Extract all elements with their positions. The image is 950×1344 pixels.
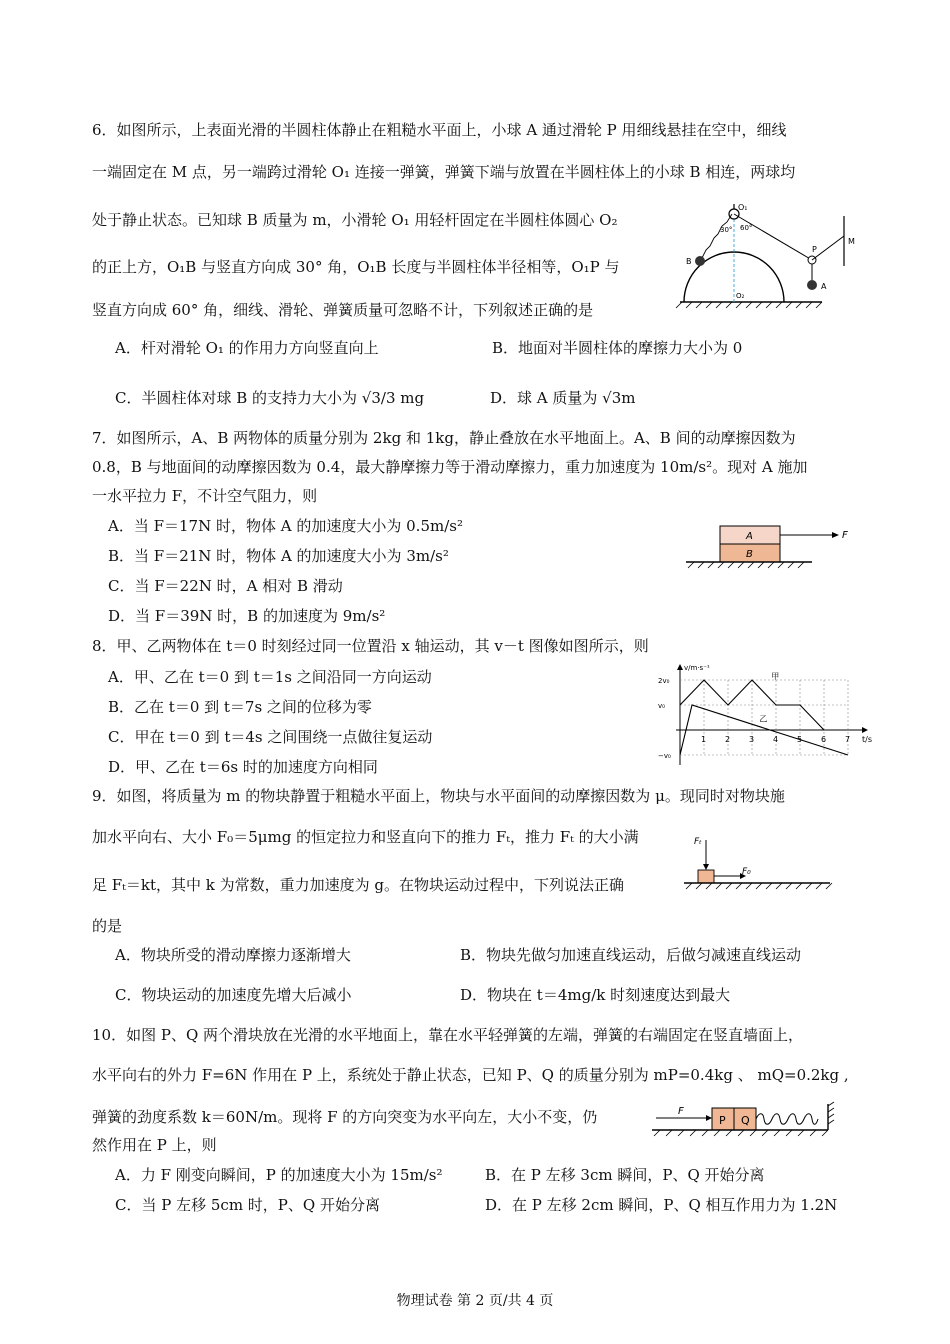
x-tick-label: 7 — [845, 735, 851, 744]
q6-fig-30: 30° — [720, 226, 733, 234]
q7-line-1: 7．如图所示，A、B 两物体的质量分别为 2kg 和 1kg，静止叠放在水平地面上。A、B 间的动摩擦因数为 — [92, 429, 796, 447]
q6-fig-60: 60° — [740, 224, 753, 232]
q9-option-d: D．物块在 t＝4mg/k 时刻速度达到最大 — [460, 986, 731, 1004]
q7-option-c: C．当 F＝22N 时，A 相对 B 滑动 — [108, 577, 343, 595]
q10-line-4: 然作用在 P 上，则 — [92, 1136, 217, 1154]
q7-fig-f: F — [842, 530, 848, 541]
q9-line-4: 的是 — [92, 917, 123, 935]
page-footer: 物理试卷 第 2 页/共 4 页 — [396, 1293, 554, 1309]
q9-option-c: C．物块运动的加速度先增大后减小 — [115, 986, 352, 1004]
q6-fig-p: P — [812, 245, 817, 254]
series-label-jia: 甲 — [771, 671, 780, 681]
x-axis-arrow — [862, 727, 868, 733]
q9-fig-ft: Fₜ — [694, 837, 702, 847]
q10-option-a: A．力 F 刚变向瞬间，P 的加速度大小为 15m/s² — [115, 1166, 443, 1184]
q7-figure — [684, 518, 864, 582]
q6-fig-m: M — [848, 237, 855, 246]
q6-line-3: 处于静止状态。已知球 B 质量为 m，小滑轮 O₁ 用轻杆固定在半圆柱体圆心 O₂ — [92, 211, 618, 229]
q10-fig-q: Q — [741, 1114, 750, 1127]
q10-line-2: 水平向右的外力 F=6N 作用在 P 上，系统处于静止状态，已知 P、Q 的质量分别为 mP=0.4kg 、 mQ=0.2kg , — [92, 1066, 849, 1084]
q8-option-d: D．甲、乙在 t＝6s 时的加速度方向相同 — [108, 758, 378, 776]
y-tick-label: v₀ — [658, 702, 665, 710]
q6-option-d: D．球 A 质量为 √3m — [490, 389, 636, 407]
q6-line-5: 竖直方向成 60° 角，细线、滑轮、弹簧质量可忽略不计，下列叙述正确的是 — [92, 301, 594, 319]
q7-option-a: A．当 F＝17N 时，物体 A 的加速度大小为 0.5m/s² — [108, 517, 463, 535]
q7-option-d: D．当 F＝39N 时，B 的加速度为 9m/s² — [108, 607, 386, 625]
q6-option-b: B．地面对半圆柱体的摩擦力大小为 0 — [492, 339, 743, 357]
q8-option-a: A．甲、乙在 t＝0 到 t＝1s 之间沿同一方向运动 — [108, 668, 432, 686]
x-axis-label: t/s — [862, 735, 872, 744]
q10-option-c: C．当 P 左移 5cm 时，P、Q 开始分离 — [115, 1196, 380, 1214]
q8-option-c: C．甲在 t＝0 到 t＝4s 之间围绕一点做往复运动 — [108, 728, 433, 746]
q10-line-3: 弹簧的劲度系数 k＝60N/m。现将 F 的方向突变为水平向左，大小不变，仍 — [92, 1108, 598, 1126]
q6-fig-b: B — [686, 257, 692, 266]
x-tick-label: 3 — [749, 735, 755, 744]
q6-fig-o1: O₁ — [738, 203, 748, 212]
q9-fig-f0: F₀ — [742, 867, 751, 877]
y-tick-label: −v₀ — [658, 752, 671, 760]
q6-fig-a: A — [821, 282, 827, 291]
q7-line-3: 一水平拉力 F，不计空气阻力，则 — [92, 487, 318, 505]
q9-option-b: B．物块先做匀加速直线运动，后做匀减速直线运动 — [460, 946, 802, 964]
q8-line-1: 8．甲、乙两物体在 t＝0 时刻经过同一位置沿 x 轴运动，其 v－t 图像如图所示，则 — [92, 637, 649, 655]
q6-line-1: 6．如图所示，上表面光滑的半圆柱体静止在粗糙水平面上，小球 A 通过滑轮 P 用细线悬挂在空中，细线 — [92, 121, 787, 139]
q8-vt-chart — [656, 660, 872, 784]
x-tick-label: 5 — [797, 735, 803, 744]
q8-option-b: B．乙在 t＝0 到 t＝7s 之间的位移为零 — [108, 698, 372, 716]
q7-fig-b: B — [746, 549, 753, 560]
x-tick-label: 4 — [773, 735, 779, 744]
q7-fig-a: A — [746, 531, 753, 542]
q7-line-2: 0.8，B 与地面间的动摩擦因数为 0.4，最大静摩擦力等于滑动摩擦力，重力加速度为 10m/s²。现对 A 施加 — [92, 458, 808, 476]
q9-figure — [680, 830, 840, 896]
q6-option-a: A．杆对滑轮 O₁ 的作用力方向竖直向上 — [115, 339, 379, 357]
y-axis-arrow — [677, 664, 683, 670]
q9-option-a: A．物块所受的滑动摩擦力逐渐增大 — [115, 946, 351, 964]
q10-fig-p: P — [719, 1114, 726, 1127]
q6-line-4: 的正上方，O₁B 与竖直方向成 30° 角，O₁B 长度与半圆柱体半径相等，O₁P 与 — [92, 258, 620, 276]
x-tick-label: 2 — [725, 735, 731, 744]
q6-figure — [672, 196, 862, 320]
q6-line-2: 一端固定在 M 点，另一端跨过滑轮 O₁ 连接一弹簧，弹簧下端与放置在半圆柱体上的小球 B 相连，两球均 — [92, 163, 796, 181]
y-axis-label: v/m·s⁻¹ — [684, 664, 710, 672]
q10-figure — [648, 1100, 844, 1148]
q9-line-1: 9．如图，将质量为 m 的物块静置于粗糙水平面上，物块与水平面间的动摩擦因数为 μ。现同时对物块施 — [92, 787, 785, 805]
q10-option-b: B．在 P 左移 3cm 瞬间，P、Q 开始分离 — [485, 1166, 765, 1184]
q7-option-b: B．当 F＝21N 时，物体 A 的加速度大小为 3m/s² — [108, 547, 449, 565]
q10-fig-f: F — [678, 1106, 684, 1117]
q6-fig-o2: O₂ — [736, 292, 745, 300]
y-tick-label: 2v₀ — [658, 677, 670, 685]
series-label-yi: 乙 — [759, 714, 768, 724]
q9-line-3: 足 Fₜ＝kt，其中 k 为常数，重力加速度为 g。在物块运动过程中，下列说法正确 — [92, 876, 624, 894]
q10-line-1: 10．如图 P、Q 两个滑块放在光滑的水平地面上，靠在水平轻弹簧的左端，弹簧的右端固定在竖直墙面上， — [92, 1026, 804, 1044]
q10-option-d: D．在 P 左移 2cm 瞬间，P、Q 相互作用力为 1.2N — [485, 1196, 838, 1214]
q9-line-2: 加水平向右、大小 F₀＝5μmg 的恒定拉力和竖直向下的推力 Fₜ，推力 Fₜ 的大小满 — [92, 828, 639, 846]
q6-option-c: C．半圆柱体对球 B 的支持力大小为 √3/3 mg — [115, 389, 425, 407]
x-tick-label: 6 — [821, 735, 827, 744]
x-tick-label: 1 — [701, 735, 707, 744]
